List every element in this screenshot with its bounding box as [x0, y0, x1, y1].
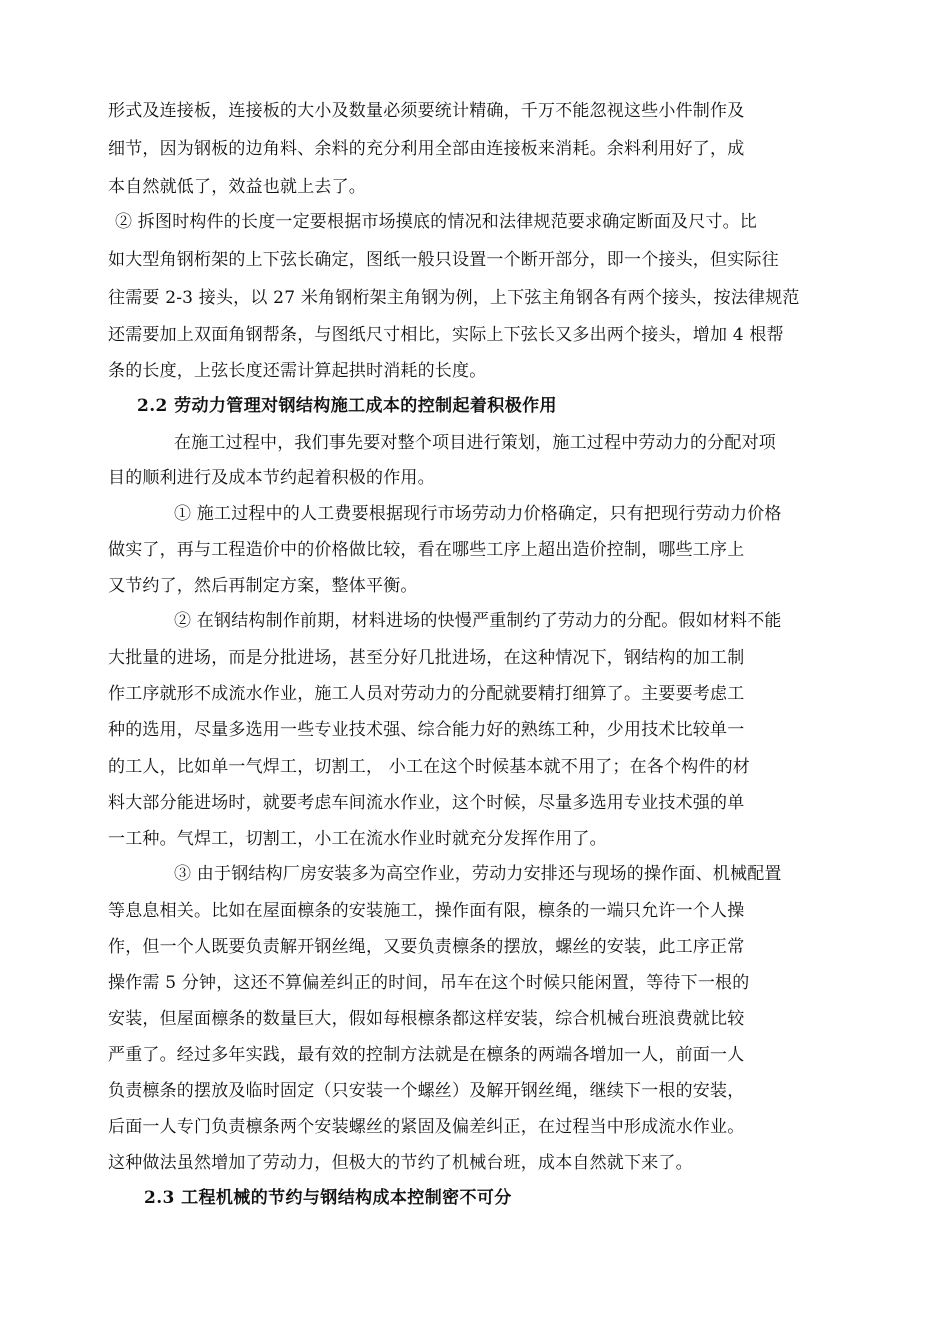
body-line: ② 拆图时构件的长度一定要根据市场摸底的情况和法律规范要求确定断面及尺寸。比 — [115, 212, 758, 232]
body-line: 操作需 5 分钟，这还不算偏差纠正的时间，吊车在这个时候只能闲置，等待下一根的 — [108, 973, 750, 993]
body-line: 作工序就形不成流水作业，施工人员对劳动力的分配就要精打细算了。主要要考虑工 — [108, 684, 745, 704]
body-line: 做实了，再与工程造价中的价格做比较，看在哪些工序上超出造价控制，哪些工序上 — [108, 540, 745, 560]
body-line: 负责檩条的摆放及临时固定（只安装一个螺丝）及解开钢丝绳，继续下一根的安装， — [108, 1081, 745, 1101]
body-line: 一工种。气焊工，切割工，小工在流水作业时就充分发挥作用了。 — [108, 829, 607, 849]
body-line: 作，但一个人既要负责解开钢丝绳，又要负责檩条的摆放，螺丝的安装，此工序正常 — [108, 937, 745, 957]
section-heading-2-3: 2.3 工程机械的节约与钢结构成本控制密不可分 — [144, 1188, 512, 1208]
body-line: 料大部分能进场时，就要考虑车间流水作业，这个时候，尽量多选用专业技术强的单 — [108, 793, 745, 813]
body-line: 还需要加上双面角钢帮条，与图纸尺寸相比，实际上下弦长又多出两个接头，增加 4 根帮 — [108, 325, 784, 345]
body-line: 细节，因为钢板的边角料、余料的充分利用全部由连接板来消耗。余料利用好了，成 — [108, 139, 745, 159]
body-line: 严重了。经过多年实践，最有效的控制方法就是在檩条的两端各增加一人，前面一人 — [108, 1045, 745, 1065]
body-line: 形式及连接板，连接板的大小及数量必须要统计精确，千万不能忽视这些小件制作及 — [108, 101, 745, 121]
body-line: 如大型角钢桁架的上下弦长确定，图纸一般只设置一个断开部分，即一个接头，但实际往 — [108, 250, 779, 270]
body-line: 安装，但屋面檩条的数量巨大，假如每根檩条都这样安装，综合机械台班浪费就比较 — [108, 1009, 745, 1029]
body-line: 等息息相关。比如在屋面檩条的安装施工，操作面有限，檩条的一端只允许一个人操 — [108, 901, 745, 921]
body-line: ② 在钢结构制作前期，材料进场的快慢严重制约了劳动力的分配。假如材料不能 — [174, 611, 782, 631]
body-line: ① 施工过程中的人工费要根据现行市场劳动力价格确定，只有把现行劳动力价格 — [174, 504, 782, 524]
body-line: 目的顺利进行及成本节约起着积极的作用。 — [108, 468, 435, 488]
body-line: 大批量的进场，而是分批进场，甚至分好几批进场，在这种情况下，钢结构的加工制 — [108, 648, 745, 668]
body-line: 又节约了，然后再制定方案，整体平衡。 — [108, 576, 418, 596]
body-line: 本自然就低了，效益也就上去了。 — [108, 177, 366, 197]
body-line: 的工人，比如单一气焊工，切割工， 小工在这个时候基本就不用了；在各个构件的材 — [108, 757, 751, 777]
body-line: 种的选用，尽量多选用一些专业技术强、综合能力好的熟练工种，少用技术比较单一 — [108, 720, 745, 740]
body-line: 这种做法虽然增加了劳动力，但极大的节约了机械台班，成本自然就下来了。 — [108, 1153, 693, 1173]
section-heading-2-2: 2.2 劳动力管理对钢结构施工成本的控制起着积极作用 — [137, 396, 557, 416]
body-line: 后面一人专门负责檩条两个安装螺丝的紧固及偏差纠正，在过程当中形成流水作业。 — [108, 1117, 745, 1137]
body-line: 在施工过程中，我们事先要对整个项目进行策划，施工过程中劳动力的分配对项 — [174, 433, 776, 453]
body-line: ③ 由于钢结构厂房安装多为高空作业，劳动力安排还与现场的操作面、机械配置 — [174, 864, 782, 884]
body-line: 往需要 2-3 接头，以 27 米角钢桁架主角钢为例，上下弦主角钢各有两个接头，按法律规范 — [108, 288, 800, 308]
body-line: 条的长度，上弦长度还需计算起拱时消耗的长度。 — [108, 361, 487, 381]
